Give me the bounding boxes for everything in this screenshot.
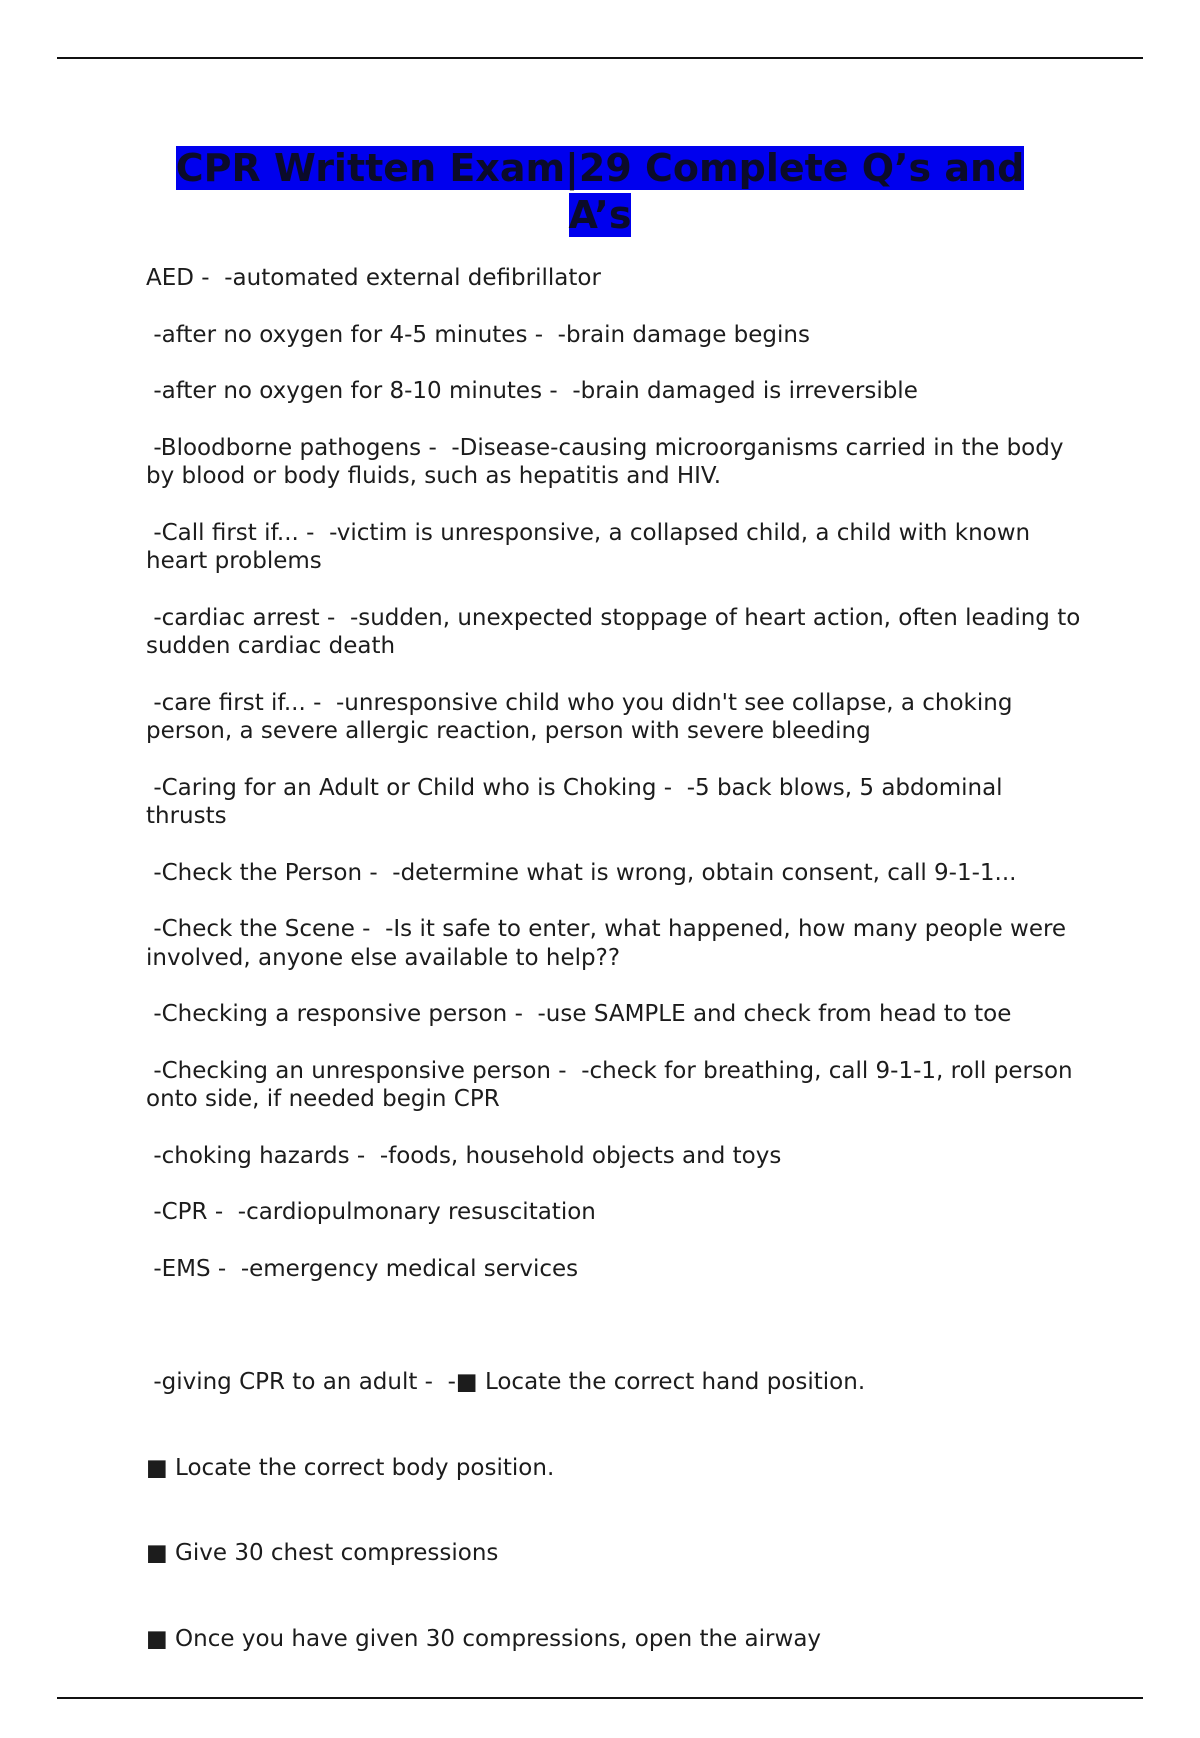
qa-entry-cpr-steps [146,1311,1086,1710]
qa-entry [146,859,1086,888]
qa-definition: -cardiopulmonary resuscitation [237,1199,596,1225]
qa-term: -after no oxygen for 4-5 minutes - [146,321,558,348]
qa-definition: -Is it safe to enter, what happened, how many people were involved, anyone else available to help?? [146,916,1074,971]
qa-term: -EMS - [146,1255,241,1282]
qa-definition: -■ Locate the correct hand position. [447,1369,866,1395]
qa-definition: -check for breathing, call 9-1-1, roll person onto side, if needed begin CPR [146,1057,1080,1112]
qa-term: -Check the Person - [146,859,393,886]
document-title [150,145,1050,239]
qa-term: -Bloodborne pathogens - [146,434,452,461]
qa-entry [146,321,1086,350]
qa-definition: -brain damage begins [557,321,810,348]
qa-entry [146,1142,1086,1171]
qa-entry [146,434,1086,491]
qa-term: -Check the Scene - [146,916,386,942]
qa-term: -CPR - [146,1199,238,1225]
qa-definition: -emergency medical services [240,1255,579,1282]
qa-definition: -use SAMPLE and check from head to toe [537,1001,1012,1027]
qa-list [146,264,1086,1738]
qa-term: -Call first if... - [146,519,330,546]
qa-term: -giving CPR to an adult - [146,1369,448,1395]
qa-term: -Checking a responsive person - [146,1001,538,1027]
qa-definition: -determine what is wrong, obtain consent, call 9-1-1... [392,859,1017,886]
qa-entry [146,689,1086,746]
qa-entry [146,264,1086,293]
qa-entry [146,915,1086,972]
qa-entry [146,377,1086,406]
qa-entry [146,1057,1086,1114]
qa-entry [146,519,1086,576]
qa-definition: -5 back blows, 5 abdominal thrusts [146,774,1010,829]
qa-definition: -victim is unresponsive, a collapsed child, a child with known heart problems [146,519,1038,574]
qa-term: -Caring for an Adult or Child who is Choking - [146,774,687,801]
qa-entry [146,1198,1086,1227]
qa-term: -Checking an unresponsive person - [146,1057,582,1084]
qa-definition: -unresponsive child who you didn't see collapse, a choking person, a severe allergic reaction, person with severe bleeding [146,689,1020,744]
cpr-step-line: ■ Once you have given 30 compressions, open the airway [146,1625,822,1652]
cpr-step-line: ■ Locate the correct body position. [146,1454,555,1481]
qa-term: -choking hazards - [146,1142,380,1169]
qa-term: -care first if... - [146,689,336,716]
qa-definition: -Disease-causing microorganisms carried in the body by blood or body fluids, such as hepatitis and HIV. [146,434,1071,489]
qa-definition: -foods, household objects and toys [379,1142,782,1169]
cpr-step-line [146,1368,1086,1397]
title-line-2: A’s [568,193,632,237]
qa-entry [146,604,1086,661]
qa-definition: -automated external defibrillator [224,265,601,291]
qa-entry [146,1255,1086,1284]
header-rule [57,57,1143,59]
footer-rule [57,1697,1143,1699]
qa-entry [146,774,1086,831]
qa-definition: -brain damaged is irreversible [572,378,918,404]
qa-term: -after no oxygen for 8-10 minutes - [146,378,573,404]
qa-entry [146,1000,1086,1029]
cpr-step-line: ■ Give 30 chest compressions [146,1540,499,1566]
title-line-1: CPR Written Exam|29 Complete Q’s and [175,146,1025,190]
qa-term: -cardiac arrest - [146,604,350,631]
qa-term: AED - [146,265,225,291]
qa-definition: -sudden, unexpected stoppage of heart action, often leading to sudden cardiac death [146,604,1088,659]
